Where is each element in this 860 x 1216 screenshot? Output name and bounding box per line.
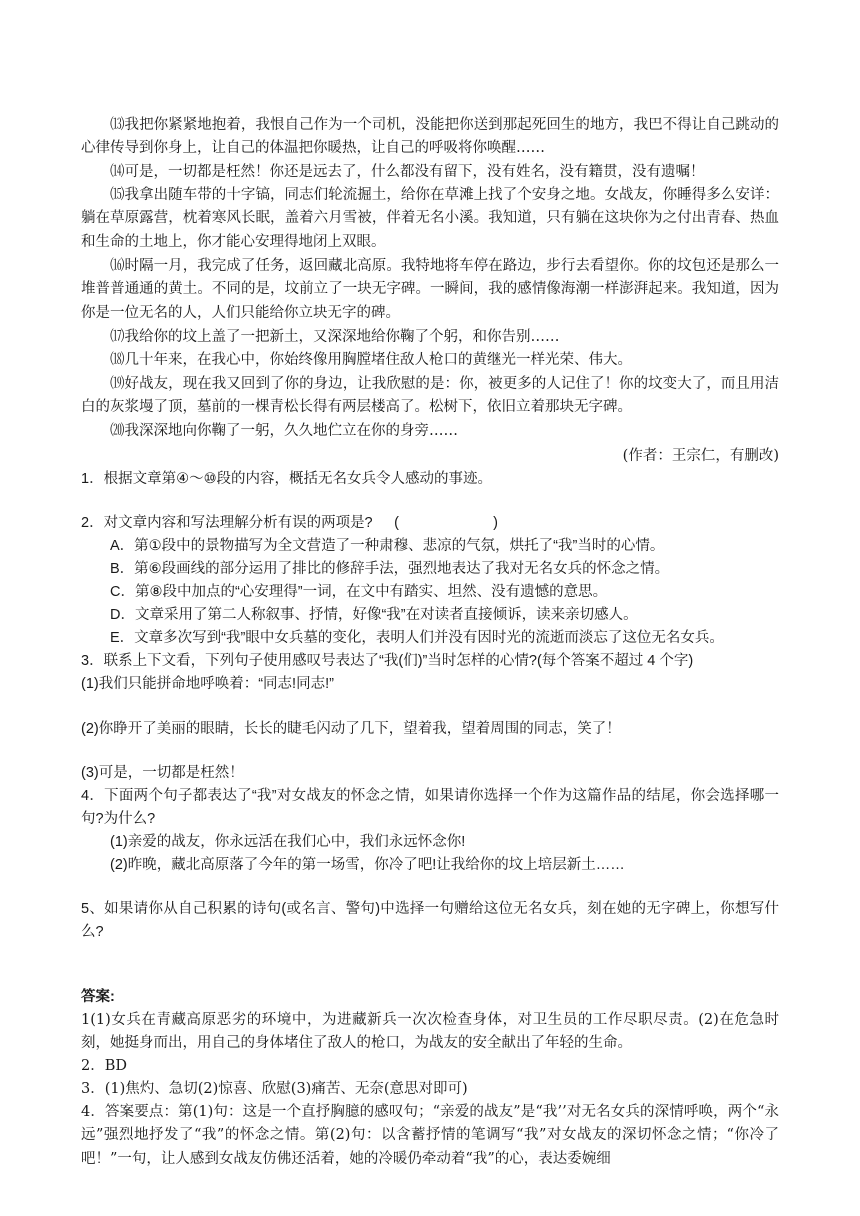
question-4-item-1: (1)亲爱的战友，你永远活在我们心中，我们永远怀念你!	[110, 834, 466, 850]
question-5: 5、如果请你从自己积累的诗句(或名言、警句)中选择一句赠给这位无名女兵，刻在她的无字碑上，你想写什么?	[81, 901, 779, 941]
answers-heading: 答案:	[81, 989, 115, 1005]
passage-paragraph-19: ⒆好战友，现在我又回到了你的身边，让我欣慰的是：你，被更多的人记住了！你的坟变大了，而且用洁白的灰浆墁了顶，墓前的一棵青松长得有两层楼高了。松树下，依旧立着那块无字碑。	[81, 376, 779, 416]
passage-paragraph-18: ⒅几十年来，在我心中，你始终像用胸膛堵住敌人枪口的黄继光一样光荣、伟大。	[110, 352, 632, 368]
question-4-stem: 4．下面两个句子都表达了“我”对女战友的怀念之情，如果请你选择一个作为这篇作品的结尾，你会选择哪一句?为什么?	[81, 788, 779, 828]
answer-2: 2．BD	[81, 1058, 128, 1074]
answer-1: 1(1)女兵在青藏高原恶劣的环境中，为进藏新兵一次次检查身体，对卫生员的工作尽职尽责。(2)在危急时刻，她挺身而出，用自己的身体堵住了敌人的枪口，为战友的安全献出了年轻的生命。	[81, 1012, 779, 1052]
question-2-option-a: A．第①段中的景物描写为全文营造了一种肃穆、悲凉的气氛，烘托了“我”当时的心情。	[110, 538, 665, 554]
question-4-item-2: (2)昨晚，藏北高原落了今年的第一场雪，你冷了吧!让我给你的坟上培层新土……	[110, 857, 625, 873]
question-2-option-e: E．文章多次写到“我”眼中女兵墓的变化，表明人们并没有因时光的流逝而淡忘了这位无名女兵。	[110, 630, 724, 646]
question-3-stem: 3．联系上下文看，下列句子使用感叹号表达了“我(们)”当时怎样的心情?(每个答案不超过 4 个字)	[81, 653, 694, 669]
question-2-stem	[81, 512, 779, 535]
passage-paragraph-15: ⒂我拿出随车带的十字镐，同志们轮流掘土，给你在草滩上找了个安身之地。女战友，你睡得多么安详：躺在草原露营，枕着寒风长眠，盖着六月雪被，伴着无名小溪。我知道，只有躺在这块你为之付出青春、热血和生命的土地上，你才能心安理得地闭上双眼。	[81, 187, 779, 250]
question-2-option-d: D．文章采用了第二人称叙事、抒情，好像“我”在对读者直接倾诉，读来亲切感人。	[110, 607, 638, 623]
question-1: 1．根据文章第④～⑩段的内容，概括无名女兵令人感动的事迹。	[81, 471, 493, 487]
answer-paren-open: (	[394, 515, 399, 531]
question-3-item-1: (1)我们只能拼命地呼唤着：“同志!同志!”	[81, 676, 334, 692]
question-2-text: 2．对文章内容和写法理解分析有误的两项是?	[81, 515, 373, 531]
answer-paren-close: )	[493, 515, 498, 531]
author-note: (作者：王宗仁，有删改)	[622, 448, 779, 464]
question-3-item-3: (3)可是，一切都是枉然！	[81, 765, 244, 781]
passage-paragraph-13: ⒀我把你紧紧地抱着，我恨自己作为一个司机，没能把你送到那起死回生的地方，我巴不得让自己跳动的心律传导到你身上，让自己的体温把你暖热，让自己的呼吸将你唤醒……	[81, 117, 779, 157]
passage-paragraph-20: ⒇我深深地向你鞠了一躬，久久地伫立在你的身旁……	[110, 423, 458, 439]
passage-paragraph-16: ⒃时隔一月，我完成了任务，返回藏北高原。我特地将车停在路边，步行去看望你。你的坟包还是那么一堆普普通通的黄土。不同的是，坟前立了一块无字碑。一瞬间，我的感情像海潮一样澎湃起来。我知道，因为你是一位无名的人，人们只能给你立块无字的碑。	[81, 258, 779, 321]
answer-4: 4．答案要点：第(1)句：这是一个直抒胸臆的感叹句；“亲爱的战友”是“我’’对无名女兵的深情呼唤，两个“永远”强烈地抒发了“我”的怀念之情。第(2)句：以含蓄抒情的笔调写“我”对女战友的深切怀念之情；“你冷了吧！”一句，让人感到女战友仿佛还活着，她的冷暖仍牵动着“我”的心，表达委婉细	[81, 1104, 779, 1167]
question-2-option-c: C．第⑧段中加点的“心安理得”一词，在文中有踏实、坦然、没有遗憾的意思。	[110, 584, 608, 600]
answer-3: 3．(1)焦灼、急切(2)惊喜、欣慰(3)痛苦、无奈(意思对即可)	[81, 1081, 468, 1097]
passage-paragraph-14: ⒁可是，一切都是枉然！你还是远去了，什么都没有留下，没有姓名，没有籍贯，没有遗嘱！	[110, 164, 705, 180]
question-3-item-2: (2)你睁开了美丽的眼睛，长长的睫毛闪动了几下，望着我，望着周围的同志，笑了！	[81, 721, 621, 737]
passage-paragraph-17: ⒄我给你的坟上盖了一把新土，又深深地给你鞠了个躬，和你告别……	[110, 329, 560, 345]
question-2-option-b: B．第⑥段画线的部分运用了排比的修辞手法，强烈地表达了我对无名女兵的怀念之情。	[110, 561, 670, 577]
